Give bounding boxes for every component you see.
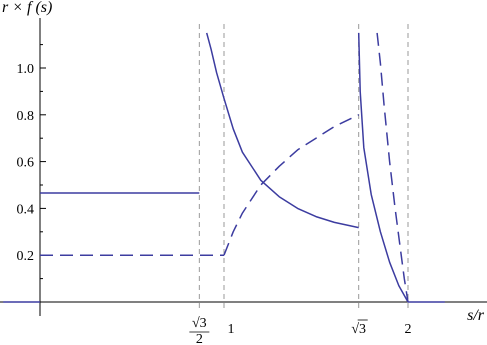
y-tick-label-0: 0.2: [16, 249, 34, 265]
x-tick-label-3: 2: [404, 322, 412, 337]
y-tick-label-1: 0.4: [16, 202, 34, 218]
y-tick-label-3: 0.8: [16, 108, 34, 124]
tick-labels: [17, 62, 412, 345]
y-tick-label-2: 0.6: [16, 155, 34, 171]
svg-text:√3: √3: [351, 322, 367, 337]
series-0-segment-3: [359, 33, 408, 302]
x-tick-label-0: [189, 316, 209, 345]
svg-text:2: 2: [195, 332, 203, 345]
x-tick-label-1: 1: [227, 322, 235, 337]
svg-text:√3: √3: [192, 316, 207, 331]
series-1-segment-1: [224, 115, 359, 255]
reference-lines: [199, 24, 408, 312]
y-axis-title: r × f (s): [2, 0, 53, 16]
series-1-segment-2: [377, 33, 408, 302]
x-axis-title: s/r: [467, 307, 484, 324]
series-0-segment-2: [207, 33, 359, 228]
x-tick-label-2: [351, 320, 367, 337]
axes: [0, 18, 487, 316]
y-tick-label-4: 1.0: [16, 62, 34, 77]
axis-titles: [2, 0, 485, 324]
